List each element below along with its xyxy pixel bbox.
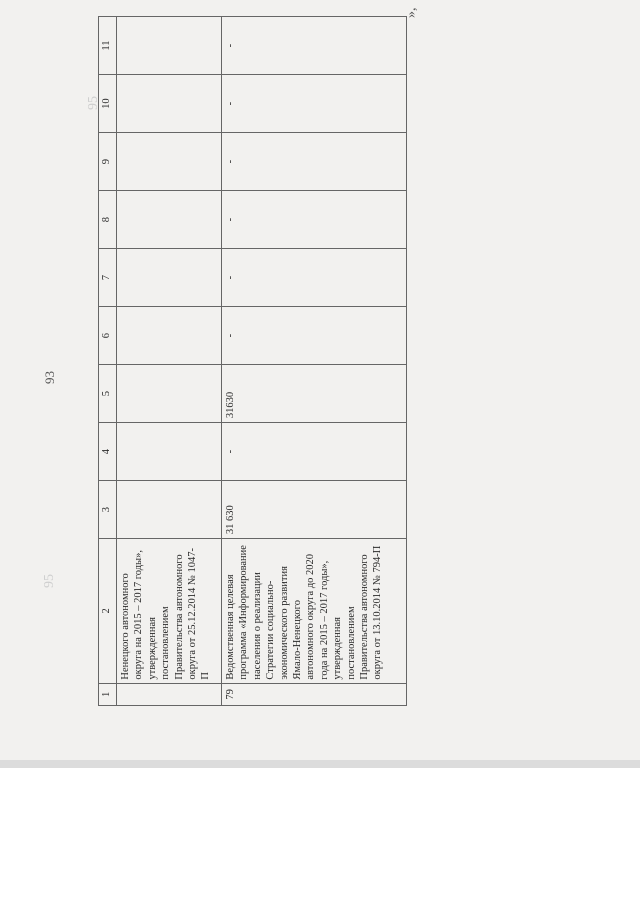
program-name: Ведомственная целевая программа «Информирование населения о реализации Стратегии социально-экономического развития Ямало-Ненецкого автономного округа до 2020 года на 2015 – 2017 годы», утвержденная постановлением Правительства автономного округа от 13.10.2014 № 794-П [222,539,407,684]
cell-value [117,191,222,249]
column-header: 6 [99,307,117,365]
cell-value: - [222,17,407,75]
table-row [117,17,222,706]
cell-value [117,365,222,423]
cell-value [117,249,222,307]
cell-value: 31 630 [222,481,407,539]
scan-edge-shadow [0,760,640,768]
column-header: 11 [99,17,117,75]
cell-value: - [222,191,407,249]
column-header: 2 [99,539,117,684]
program-name: Ненецкого автономного округа на 2015 – 2017 годы», утвержденная постановлением Правительства автономного округа от 25.12.2014 № 1047-П [117,539,222,684]
column-header: 5 [99,365,117,423]
cell-value [117,481,222,539]
ghost-mark: 95 [86,96,101,110]
cell-value: - [222,423,407,481]
cell-value: - [222,249,407,307]
row-number: 79 [222,683,407,705]
cell-value: 31630 [222,365,407,423]
page-number: 93 [42,371,57,384]
column-header: 10 [99,75,117,133]
document-table-rotated [98,16,398,706]
cell-value: - [222,307,407,365]
cell-value: - [222,75,407,133]
table-header-row [99,17,117,706]
column-header: 7 [99,249,117,307]
row-number [117,683,222,705]
column-header: 9 [99,133,117,191]
column-header: 3 [99,481,117,539]
table-row [222,17,407,706]
cell-value [117,307,222,365]
cell-value [117,133,222,191]
column-header: 8 [99,191,117,249]
cell-value [117,17,222,75]
ghost-mark: 95 [42,574,57,588]
document-table [98,16,407,706]
column-header: 4 [99,423,117,481]
cell-value [117,423,222,481]
cell-value [117,75,222,133]
cell-value: - [222,133,407,191]
closing-quote-mark: », [404,7,419,18]
column-header: 1 [99,683,117,705]
